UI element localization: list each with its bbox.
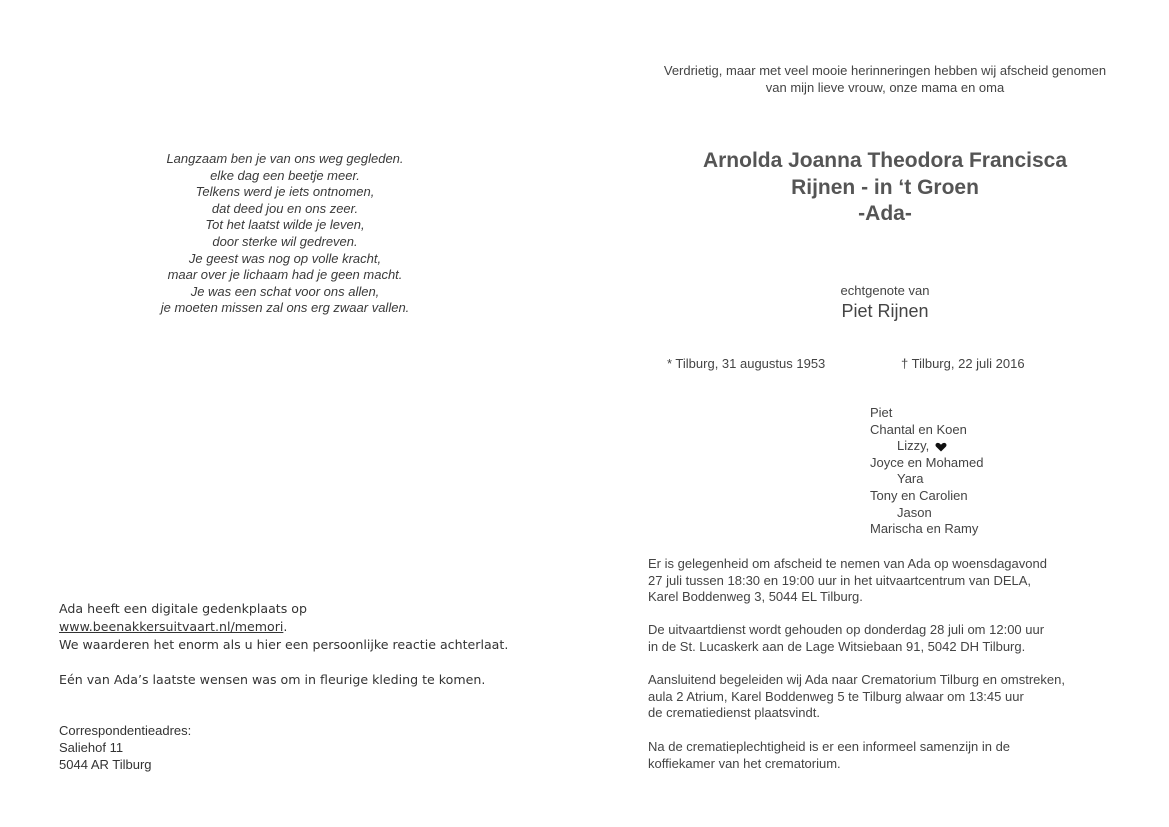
poem-line: Je geest was nog op volle kracht, — [188, 250, 382, 266]
info-line: 27 juli tussen 18:30 en 19:00 uur in het uitvaartcentrum van DELA, — [648, 572, 1032, 588]
name-line-2: Rijnen - in ‘t Groen — [791, 175, 979, 199]
poem-line: Je was een schat voor ons allen, — [190, 283, 380, 299]
info-line: Karel Boddenweg 3, 5044 EL Tilburg. — [648, 589, 863, 605]
digital-memorial-note — [59, 600, 579, 654]
poem-line: dat deed jou en ons zeer. — [211, 200, 359, 216]
gathering-info — [648, 739, 1148, 772]
poem-line: door sterke wil gedreven. — [212, 233, 358, 249]
info-line: Er is gelegenheid om afscheid te nemen van Ada op woensdagavond — [648, 556, 1047, 571]
intro-line: van mijn lieve vrouw, onze mama en oma — [765, 80, 1005, 95]
deceased-name — [640, 148, 1130, 228]
info-line: koffiekamer van het crematorium. — [648, 755, 841, 771]
spouse-name: Piet Rijnen — [841, 301, 929, 321]
digital-link-line — [59, 618, 579, 636]
info-line: in de St. Lucaskerk aan de Lage Witsiebaan 91, 5042 DH Tilburg. — [648, 638, 1026, 654]
intro-text — [640, 62, 1130, 96]
correspondence-city: 5044 AR Tilburg — [59, 757, 152, 772]
info-line: Aansluitend begeleiden wij Ada naar Crematorium Tilburg en omstreken, — [648, 672, 1065, 687]
family-member: Jason — [897, 504, 932, 520]
birth-date: * Tilburg, 31 augustus 1953 — [667, 356, 826, 371]
nickname: -Ada- — [858, 202, 912, 225]
correspondence-street: Saliehof 11 — [59, 740, 124, 755]
intro-line: Verdrietig, maar met veel mooie herinneringen hebben wij afscheid genomen — [663, 63, 1107, 78]
poem-line: Tot het laatst wilde je leven, — [205, 217, 365, 233]
correspondence-address — [59, 722, 359, 773]
death-date: † Tilburg, 22 juli 2016 — [901, 356, 1025, 371]
family-member-name: Lizzy, — [897, 438, 930, 454]
family-member: Piet — [870, 405, 893, 420]
last-wish: Eén van Ada’s laatste wensen was om in fleurige kleding te komen. — [59, 672, 486, 687]
spouse-label: echtgenote van — [840, 283, 930, 298]
family-member: Tony en Carolien — [870, 487, 968, 503]
farewell-info — [648, 556, 1148, 606]
family-member — [870, 438, 1130, 455]
heart-icon — [935, 442, 947, 452]
info-line: De uitvaartdienst wordt gehouden op donderdag 28 juli om 12:00 uur — [648, 622, 1045, 637]
family-member: Marischa en Ramy — [870, 521, 979, 537]
name-line-1: Arnolda Joanna Theodora Francisca — [702, 149, 1068, 172]
memorial-link[interactable]: www.beenakkersuitvaart.nl/memori — [59, 619, 284, 634]
poem-line: maar over je lichaam had je geen macht. — [167, 267, 403, 283]
family-member: Yara — [897, 471, 924, 487]
link-suffix: . — [283, 619, 288, 634]
cremation-info — [648, 672, 1148, 722]
family-member: Chantal en Koen — [870, 421, 967, 437]
digital-line: We waarderen het enorm als u hier een persoonlijke reactie achterlaat. — [59, 637, 509, 652]
poem — [80, 151, 490, 317]
poem-line: Telkens werd je iets ontnomen, — [195, 184, 375, 200]
info-line: de crematiedienst plaatsvindt. — [648, 705, 820, 721]
digital-line: Ada heeft een digitale gedenkplaats op — [59, 601, 308, 616]
poem-line: elke dag een beetje meer. — [210, 167, 360, 183]
family-list — [870, 405, 1130, 538]
poem-line: je moeten missen zal ons erg zwaar vallen. — [160, 300, 410, 316]
service-info — [648, 622, 1148, 655]
info-line: aula 2 Atrium, Karel Boddenweg 5 te Tilburg alwaar om 13:45 uur — [648, 688, 1024, 704]
family-member: Joyce en Mohamed — [870, 454, 984, 470]
poem-line: Langzaam ben je van ons weg gegleden. — [166, 151, 404, 166]
correspondence-label: Correspondentieadres: — [59, 723, 192, 738]
info-line: Na de crematieplechtigheid is er een informeel samenzijn in de — [648, 739, 1011, 754]
